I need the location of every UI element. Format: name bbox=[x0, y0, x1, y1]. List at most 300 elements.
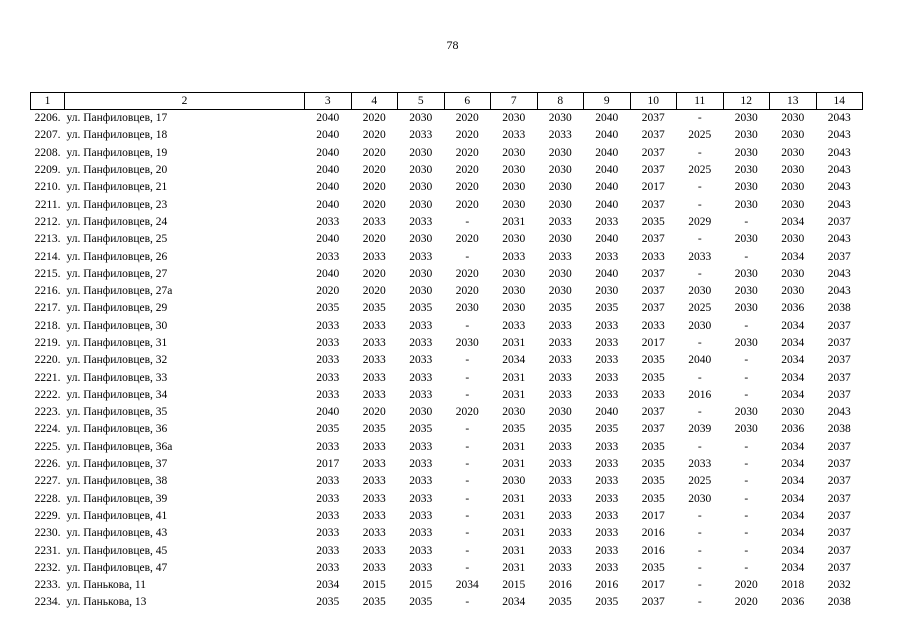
year-cell: 2037 bbox=[641, 423, 665, 436]
year-cell: - bbox=[744, 319, 749, 332]
column-header: 10 bbox=[630, 93, 677, 110]
address-cell: ул. Панфиловцев, 17 bbox=[66, 112, 168, 125]
year-cell: 2030 bbox=[548, 285, 572, 298]
column-header: 11 bbox=[677, 93, 724, 110]
table-row bbox=[31, 179, 863, 196]
year-cell: - bbox=[744, 440, 749, 453]
year-cell: 2033 bbox=[548, 458, 572, 471]
year-cell: 2033 bbox=[548, 337, 572, 349]
year-cell: 2030 bbox=[409, 112, 433, 125]
table-row bbox=[31, 421, 863, 438]
year-cell: 2030 bbox=[502, 233, 526, 246]
year-cell: - bbox=[744, 458, 749, 471]
year-cell: 2030 bbox=[502, 112, 526, 125]
year-cell: 2031 bbox=[502, 215, 526, 228]
year-cell: 2033 bbox=[595, 354, 619, 367]
year-cell: 2030 bbox=[548, 267, 572, 280]
address-cell: ул. Панфиловцев, 33 bbox=[66, 371, 168, 384]
year-cell: 2033 bbox=[688, 458, 712, 471]
year-cell: 2033 bbox=[502, 319, 526, 332]
year-cell: 2034 bbox=[781, 544, 805, 557]
table-row bbox=[31, 352, 863, 369]
address-cell: ул. Панфиловцев, 43 bbox=[66, 527, 168, 540]
year-cell: 2030 bbox=[734, 129, 758, 142]
year-cell: 2030 bbox=[734, 285, 758, 298]
year-cell: 2033 bbox=[409, 319, 433, 332]
row-number-cell: 2209. bbox=[34, 164, 61, 177]
row-number-cell: 2215. bbox=[34, 267, 61, 280]
year-cell: 2033 bbox=[595, 388, 619, 401]
year-cell: 2033 bbox=[362, 527, 386, 540]
table-row bbox=[31, 456, 863, 473]
year-cell: 2040 bbox=[595, 164, 619, 177]
year-cell: 2030 bbox=[734, 181, 758, 194]
year-cell: 2043 bbox=[827, 164, 851, 177]
year-cell: 2033 bbox=[316, 388, 340, 401]
year-cell: 2033 bbox=[548, 354, 572, 367]
year-cell: 2030 bbox=[502, 181, 526, 194]
year-cell: 2030 bbox=[502, 198, 526, 211]
year-cell: 2030 bbox=[781, 198, 805, 211]
address-cell: ул. Панфиловцев, 26 bbox=[66, 250, 168, 263]
year-cell: 2033 bbox=[502, 250, 526, 263]
address-cell: ул. Панфиловцев, 32 bbox=[66, 354, 168, 367]
year-cell: 2030 bbox=[781, 164, 805, 177]
year-cell: 2035 bbox=[595, 596, 619, 609]
row-number-cell: 2223. bbox=[34, 406, 61, 419]
year-cell: 2037 bbox=[641, 146, 665, 159]
table-header-row bbox=[31, 93, 863, 110]
year-cell: 2040 bbox=[316, 181, 340, 194]
year-cell: 2035 bbox=[362, 302, 386, 315]
year-cell: 2034 bbox=[781, 440, 805, 453]
repair-schedule-table bbox=[30, 92, 863, 612]
year-cell: 2033 bbox=[316, 475, 340, 488]
year-cell: - bbox=[744, 492, 749, 505]
year-cell: 2035 bbox=[316, 596, 340, 609]
year-cell: 2018 bbox=[781, 579, 805, 592]
year-cell: 2035 bbox=[548, 423, 572, 436]
year-cell: 2040 bbox=[595, 233, 619, 246]
year-cell: 2033 bbox=[362, 492, 386, 505]
year-cell: - bbox=[465, 596, 470, 609]
table-row bbox=[31, 473, 863, 490]
year-cell: 2034 bbox=[455, 579, 479, 592]
year-cell: 2037 bbox=[641, 406, 665, 419]
year-cell: 2034 bbox=[781, 492, 805, 505]
year-cell: 2033 bbox=[548, 371, 572, 384]
year-cell: 2040 bbox=[595, 112, 619, 125]
year-cell: 2030 bbox=[781, 146, 805, 159]
year-cell: - bbox=[697, 337, 702, 349]
year-cell: 2033 bbox=[362, 509, 386, 522]
year-cell: 2035 bbox=[409, 302, 433, 315]
year-cell: 2015 bbox=[362, 579, 386, 592]
row-number-cell: 2227. bbox=[34, 475, 61, 488]
year-cell: 2031 bbox=[502, 492, 526, 505]
year-cell: 2032 bbox=[827, 579, 851, 592]
year-cell: 2037 bbox=[827, 250, 851, 263]
table-row bbox=[31, 577, 863, 594]
year-cell: 2033 bbox=[362, 388, 386, 401]
year-cell: 2030 bbox=[502, 146, 526, 159]
year-cell: 2043 bbox=[827, 233, 851, 246]
year-cell: 2020 bbox=[455, 267, 479, 280]
year-cell: 2043 bbox=[827, 406, 851, 419]
year-cell: 2037 bbox=[641, 164, 665, 177]
year-cell: 2030 bbox=[409, 233, 433, 246]
year-cell: 2035 bbox=[641, 492, 665, 505]
year-cell: 2035 bbox=[641, 215, 665, 228]
year-cell: - bbox=[465, 215, 470, 228]
year-cell: 2017 bbox=[641, 509, 665, 522]
year-cell: 2030 bbox=[502, 475, 526, 488]
year-cell: 2033 bbox=[548, 129, 572, 142]
year-cell: - bbox=[697, 440, 702, 453]
year-cell: 2030 bbox=[781, 285, 805, 298]
year-cell: 2033 bbox=[316, 371, 340, 384]
year-cell: 2033 bbox=[595, 371, 619, 384]
table-row bbox=[31, 110, 863, 128]
year-cell: 2033 bbox=[409, 509, 433, 522]
year-cell: - bbox=[697, 406, 702, 419]
row-number-cell: 2211. bbox=[35, 198, 61, 211]
year-cell: 2020 bbox=[362, 146, 386, 159]
year-cell: 2016 bbox=[548, 579, 572, 592]
year-cell: 2040 bbox=[595, 198, 619, 211]
year-cell: 2033 bbox=[409, 371, 433, 384]
year-cell: 2035 bbox=[641, 458, 665, 471]
year-cell: 2040 bbox=[316, 146, 340, 159]
row-number-cell: 2234. bbox=[34, 596, 61, 609]
year-cell: 2040 bbox=[595, 267, 619, 280]
year-cell: 2037 bbox=[827, 354, 851, 367]
year-cell: - bbox=[744, 371, 749, 384]
table-row bbox=[31, 214, 863, 231]
year-cell: 2033 bbox=[316, 319, 340, 332]
year-cell: 2025 bbox=[688, 302, 712, 315]
year-cell: 2035 bbox=[362, 596, 386, 609]
year-cell: - bbox=[465, 527, 470, 540]
year-cell: 2030 bbox=[734, 112, 758, 125]
year-cell: 2035 bbox=[595, 423, 619, 436]
year-cell: 2033 bbox=[362, 337, 386, 349]
address-cell: ул. Панфиловцев, 21 bbox=[66, 181, 168, 194]
address-cell: ул. Панфиловцев, 37 bbox=[66, 458, 168, 471]
address-cell: ул. Панькова, 11 bbox=[66, 579, 147, 592]
year-cell: 2033 bbox=[362, 371, 386, 384]
year-cell: 2030 bbox=[595, 285, 619, 298]
year-cell: - bbox=[744, 561, 749, 574]
year-cell: 2033 bbox=[595, 509, 619, 522]
year-cell: 2033 bbox=[409, 475, 433, 488]
year-cell: 2043 bbox=[827, 198, 851, 211]
year-cell: - bbox=[465, 371, 470, 384]
year-cell: 2037 bbox=[827, 337, 851, 349]
year-cell: 2030 bbox=[734, 233, 758, 246]
column-header: 4 bbox=[351, 93, 398, 110]
year-cell: 2030 bbox=[548, 198, 572, 211]
year-cell: 2030 bbox=[548, 164, 572, 177]
year-cell: 2031 bbox=[502, 337, 526, 349]
year-cell: 2034 bbox=[781, 354, 805, 367]
year-cell: 2033 bbox=[362, 440, 386, 453]
address-cell: ул. Панфиловцев, 25 bbox=[66, 233, 168, 246]
year-cell: 2033 bbox=[548, 561, 572, 574]
year-cell: 2020 bbox=[455, 198, 479, 211]
year-cell: 2033 bbox=[316, 354, 340, 367]
table-row bbox=[31, 127, 863, 144]
table-row bbox=[31, 266, 863, 283]
year-cell: - bbox=[465, 354, 470, 367]
year-cell: 2033 bbox=[409, 458, 433, 471]
year-cell: 2015 bbox=[502, 579, 526, 592]
year-cell: - bbox=[465, 492, 470, 505]
year-cell: 2034 bbox=[502, 354, 526, 367]
table-row bbox=[31, 283, 863, 300]
year-cell: 2033 bbox=[316, 250, 340, 263]
table-row bbox=[31, 231, 863, 248]
year-cell: 2037 bbox=[641, 302, 665, 315]
year-cell: 2030 bbox=[734, 423, 758, 436]
year-cell: 2033 bbox=[409, 129, 433, 142]
year-cell: 2029 bbox=[688, 215, 712, 228]
year-cell: 2030 bbox=[781, 406, 805, 419]
year-cell: 2040 bbox=[595, 146, 619, 159]
address-cell: ул. Панфиловцев, 41 bbox=[66, 509, 168, 522]
year-cell: 2037 bbox=[827, 544, 851, 557]
address-cell: ул. Панфиловцев, 31 bbox=[66, 337, 168, 349]
year-cell: 2040 bbox=[316, 129, 340, 142]
year-cell: 2030 bbox=[734, 337, 758, 349]
year-cell: 2031 bbox=[502, 388, 526, 401]
table-row bbox=[31, 542, 863, 559]
year-cell: 2040 bbox=[688, 354, 712, 367]
year-cell: 2033 bbox=[641, 388, 665, 401]
year-cell: 2030 bbox=[502, 302, 526, 315]
year-cell: 2033 bbox=[595, 250, 619, 263]
year-cell: 2033 bbox=[641, 319, 665, 332]
year-cell: 2035 bbox=[502, 423, 526, 436]
year-cell: 2030 bbox=[502, 164, 526, 177]
year-cell: 2033 bbox=[316, 337, 340, 349]
year-cell: 2030 bbox=[455, 337, 479, 349]
year-cell: 2034 bbox=[781, 458, 805, 471]
year-cell: 2030 bbox=[688, 285, 712, 298]
table-row bbox=[31, 404, 863, 421]
year-cell: 2031 bbox=[502, 509, 526, 522]
year-cell: 2035 bbox=[641, 561, 665, 574]
address-cell: ул. Панфиловцев, 29 bbox=[66, 302, 168, 315]
year-cell: 2030 bbox=[409, 164, 433, 177]
year-cell: - bbox=[697, 267, 702, 280]
year-cell: 2020 bbox=[455, 164, 479, 177]
year-cell: - bbox=[465, 475, 470, 488]
year-cell: 2033 bbox=[595, 527, 619, 540]
year-cell: 2037 bbox=[827, 440, 851, 453]
address-cell: ул. Панфиловцев, 38 bbox=[66, 475, 168, 488]
year-cell: - bbox=[744, 250, 749, 263]
column-header: 14 bbox=[816, 93, 863, 110]
year-cell: 2033 bbox=[362, 354, 386, 367]
year-cell: 2035 bbox=[641, 371, 665, 384]
table-row bbox=[31, 387, 863, 404]
year-cell: 2033 bbox=[595, 440, 619, 453]
year-cell: 2035 bbox=[316, 423, 340, 436]
year-cell: 2036 bbox=[781, 596, 805, 609]
table-row bbox=[31, 525, 863, 542]
column-header: 1 bbox=[31, 93, 65, 110]
year-cell: 2033 bbox=[362, 215, 386, 228]
year-cell: 2030 bbox=[734, 164, 758, 177]
year-cell: 2040 bbox=[316, 198, 340, 211]
row-number-cell: 2212. bbox=[34, 215, 61, 228]
page-number: 78 bbox=[446, 38, 459, 52]
year-cell: 2033 bbox=[595, 475, 619, 488]
year-cell: - bbox=[465, 423, 470, 436]
row-number-cell: 2206. bbox=[34, 112, 61, 125]
table-row bbox=[31, 196, 863, 213]
year-cell: 2035 bbox=[409, 596, 433, 609]
year-cell: 2034 bbox=[781, 319, 805, 332]
year-cell: - bbox=[465, 509, 470, 522]
year-cell: 2033 bbox=[409, 354, 433, 367]
year-cell: 2030 bbox=[409, 285, 433, 298]
address-cell: ул. Панькова, 13 bbox=[66, 596, 147, 609]
row-number-cell: 2219. bbox=[34, 337, 61, 349]
year-cell: 2043 bbox=[827, 267, 851, 280]
year-cell: 2043 bbox=[827, 285, 851, 298]
table-row bbox=[31, 369, 863, 386]
year-cell: 2034 bbox=[316, 579, 340, 592]
year-cell: 2030 bbox=[502, 406, 526, 419]
year-cell: 2037 bbox=[827, 509, 851, 522]
table-row bbox=[31, 300, 863, 317]
year-cell: 2030 bbox=[548, 146, 572, 159]
year-cell: - bbox=[744, 215, 749, 228]
year-cell: 2030 bbox=[734, 267, 758, 280]
year-cell: 2040 bbox=[316, 267, 340, 280]
year-cell: 2020 bbox=[734, 579, 758, 592]
year-cell: 2033 bbox=[362, 475, 386, 488]
year-cell: 2035 bbox=[316, 302, 340, 315]
year-cell: 2030 bbox=[781, 112, 805, 125]
year-cell: 2043 bbox=[827, 112, 851, 125]
year-cell: - bbox=[465, 440, 470, 453]
year-cell: 2033 bbox=[548, 215, 572, 228]
address-cell: ул. Панфиловцев, 20 bbox=[66, 164, 168, 177]
column-header: 9 bbox=[584, 93, 631, 110]
year-cell: 2033 bbox=[316, 527, 340, 540]
year-cell: 2017 bbox=[316, 458, 340, 471]
address-cell: ул. Панфиловцев, 35 bbox=[66, 406, 168, 419]
year-cell: - bbox=[697, 544, 702, 557]
year-cell: - bbox=[697, 527, 702, 540]
year-cell: 2020 bbox=[734, 596, 758, 609]
year-cell: 2030 bbox=[688, 492, 712, 505]
table-row bbox=[31, 491, 863, 508]
year-cell: 2030 bbox=[781, 233, 805, 246]
year-cell: 2015 bbox=[409, 579, 433, 592]
year-cell: 2020 bbox=[362, 267, 386, 280]
column-header: 2 bbox=[65, 93, 305, 110]
year-cell: 2020 bbox=[455, 146, 479, 159]
address-cell: ул. Панфиловцев, 34 bbox=[66, 388, 168, 401]
year-cell: 2033 bbox=[316, 440, 340, 453]
year-cell: 2033 bbox=[595, 319, 619, 332]
table-row bbox=[31, 335, 863, 352]
row-number-cell: 2217. bbox=[34, 302, 61, 315]
year-cell: - bbox=[744, 527, 749, 540]
year-cell: 2033 bbox=[595, 492, 619, 505]
table-row bbox=[31, 145, 863, 162]
year-cell: 2030 bbox=[548, 406, 572, 419]
year-cell: 2034 bbox=[502, 596, 526, 609]
year-cell: 2017 bbox=[641, 579, 665, 592]
year-cell: 2033 bbox=[548, 475, 572, 488]
year-cell: 2030 bbox=[548, 181, 572, 194]
year-cell: 2020 bbox=[362, 181, 386, 194]
year-cell: 2034 bbox=[781, 509, 805, 522]
year-cell: 2030 bbox=[548, 112, 572, 125]
year-cell: 2033 bbox=[548, 527, 572, 540]
year-cell: - bbox=[465, 561, 470, 574]
year-cell: 2016 bbox=[688, 388, 712, 401]
year-cell: 2020 bbox=[455, 129, 479, 142]
table-row bbox=[31, 508, 863, 525]
year-cell: - bbox=[697, 509, 702, 522]
year-cell: 2033 bbox=[409, 492, 433, 505]
year-cell: 2035 bbox=[641, 475, 665, 488]
column-header: 3 bbox=[305, 93, 352, 110]
year-cell: 2031 bbox=[502, 440, 526, 453]
column-header: 12 bbox=[723, 93, 770, 110]
year-cell: 2030 bbox=[734, 146, 758, 159]
year-cell: 2037 bbox=[641, 267, 665, 280]
year-cell: 2033 bbox=[688, 250, 712, 263]
year-cell: 2020 bbox=[362, 285, 386, 298]
year-cell: 2037 bbox=[827, 527, 851, 540]
year-cell: 2036 bbox=[781, 302, 805, 315]
year-cell: 2030 bbox=[781, 129, 805, 142]
year-cell: 2035 bbox=[595, 302, 619, 315]
year-cell: 2033 bbox=[409, 215, 433, 228]
year-cell: 2033 bbox=[362, 544, 386, 557]
address-cell: ул. Панфиловцев, 18 bbox=[66, 129, 168, 142]
year-cell: 2043 bbox=[827, 129, 851, 142]
year-cell: 2030 bbox=[734, 302, 758, 315]
year-cell: - bbox=[697, 596, 702, 609]
year-cell: 2038 bbox=[827, 596, 851, 609]
year-cell: 2020 bbox=[455, 181, 479, 194]
year-cell: 2030 bbox=[781, 267, 805, 280]
table-row bbox=[31, 162, 863, 179]
row-number-cell: 2230. bbox=[34, 527, 61, 540]
year-cell: 2033 bbox=[316, 509, 340, 522]
year-cell: 2017 bbox=[641, 337, 665, 349]
table-row bbox=[31, 560, 863, 577]
year-cell: 2037 bbox=[827, 319, 851, 332]
address-cell: ул. Панфиловцев, 30 bbox=[66, 319, 168, 332]
year-cell: 2038 bbox=[827, 302, 851, 315]
year-cell: 2033 bbox=[409, 440, 433, 453]
year-cell: - bbox=[697, 198, 702, 211]
row-number-cell: 2216. bbox=[34, 285, 61, 298]
year-cell: 2033 bbox=[502, 129, 526, 142]
year-cell: 2040 bbox=[316, 233, 340, 246]
year-cell: 2040 bbox=[595, 406, 619, 419]
year-cell: 2034 bbox=[781, 215, 805, 228]
